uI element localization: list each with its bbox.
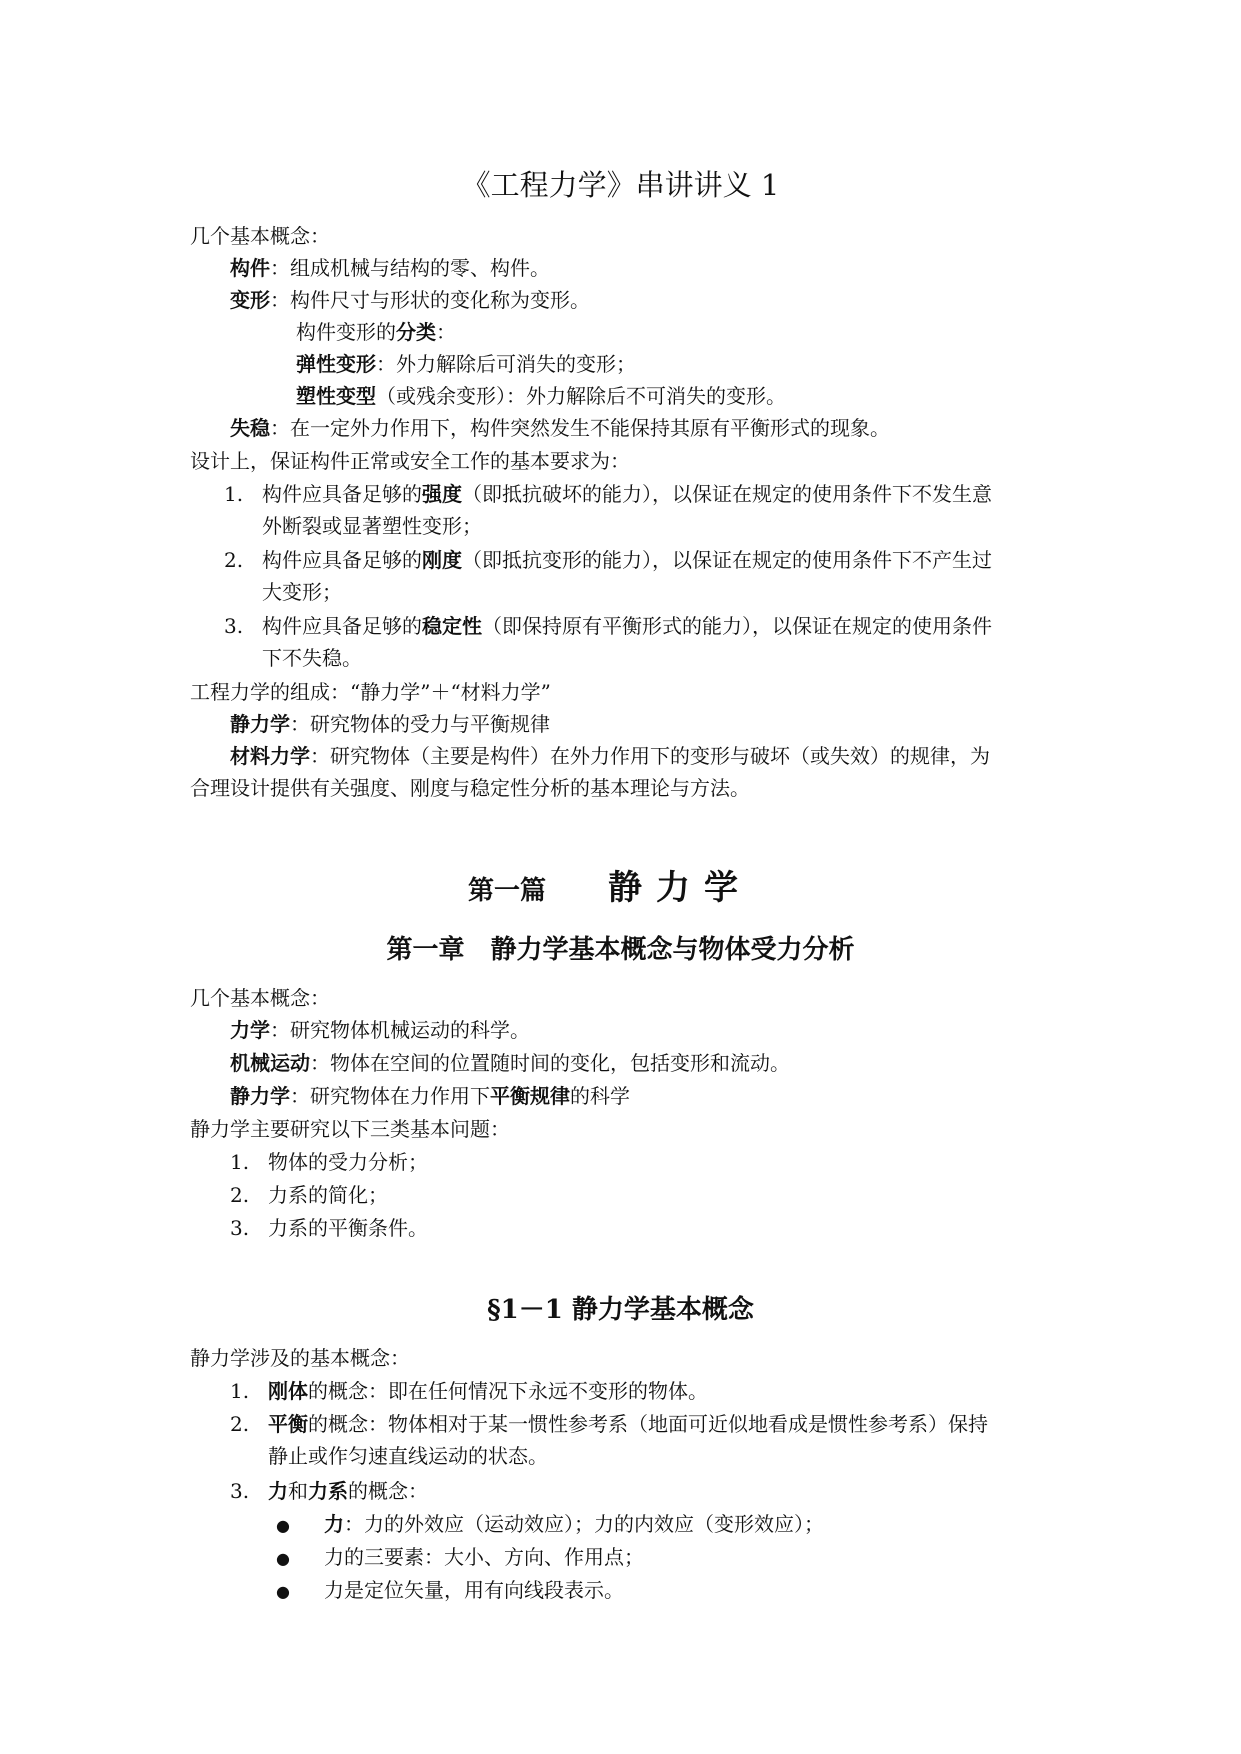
definition: ：研究物体机械运动的科学。 — [270, 1018, 530, 1042]
section-heading: §1－1 静力学基本概念 — [487, 1295, 754, 1325]
bullet-item — [276, 1576, 624, 1606]
item-number: 3. — [224, 614, 244, 638]
term: 力学 — [230, 1018, 270, 1042]
concept-bianxing — [230, 286, 590, 314]
text: ： — [436, 320, 456, 344]
concept-fenlei — [296, 318, 456, 346]
problem-item — [230, 1148, 428, 1176]
item-number: 2. — [224, 548, 244, 572]
design-heading: 设计上，保证构件正常或安全工作的基本要求为： — [190, 449, 630, 473]
term: 静力学 — [230, 1084, 290, 1108]
definition: ：力的外效应（运动效应）；力的内效应（变形效应）； — [344, 1512, 824, 1536]
text: ：研究物体在力作用下 — [290, 1084, 490, 1108]
term: 构件 — [230, 256, 270, 280]
definition: 的概念：即在任何情况下永远不变形的物体。 — [308, 1379, 708, 1403]
item-number: 3. — [230, 1216, 250, 1240]
term: 变形 — [230, 288, 270, 312]
definition: ：在一定外力作用下，构件突然发生不能保持其原有平衡形式的现象。 — [270, 416, 890, 440]
bullet-icon: ● — [276, 1582, 290, 1601]
chapter-intro-heading: 几个基本概念： — [190, 986, 330, 1010]
design-item — [224, 612, 992, 640]
concept-tanxing — [296, 350, 636, 378]
chapter-heading: 第一章 静力学基本概念与物体受力分析 — [386, 935, 855, 965]
part-heading — [468, 860, 752, 909]
term: 材料力学 — [230, 744, 310, 768]
composition-materials-continuation: 合理设计提供有关强度、刚度与稳定性分析的基本理论与方法。 — [190, 776, 750, 800]
definition: 的概念：物体相对于某一惯性参考系（地面可近似地看成是惯性参考系）保持 — [308, 1412, 988, 1436]
bullet-icon: ● — [276, 1516, 290, 1535]
term: 机械运动 — [230, 1051, 310, 1075]
concept-suxing — [296, 382, 786, 410]
text: 的科学 — [570, 1084, 630, 1108]
item-number: 1. — [230, 1150, 250, 1174]
concept-lixue — [230, 1016, 530, 1044]
concept-jixieyundong — [230, 1049, 790, 1077]
item-number: 1. — [230, 1379, 250, 1403]
text: 力系的平衡条件。 — [268, 1216, 428, 1240]
design-item-continuation: 下不失稳。 — [262, 646, 362, 670]
text: 的概念： — [348, 1479, 428, 1503]
intro-heading: 几个基本概念： — [190, 224, 330, 248]
problem-item — [230, 1214, 428, 1242]
definition: ：研究物体的受力与平衡规律 — [290, 712, 550, 736]
term: 力系 — [308, 1479, 348, 1503]
text: （即保持原有平衡形式的能力），以保证在规定的使用条件 — [482, 614, 992, 638]
item-number: 2. — [230, 1412, 250, 1436]
text: 构件应具备足够的 — [262, 614, 422, 638]
concept-equilibrium — [230, 1410, 988, 1438]
definition: ：物体在空间的位置随时间的变化，包括变形和流动。 — [310, 1051, 790, 1075]
term: 弹性变形 — [296, 352, 376, 376]
definition: ：研究物体（主要是构件）在外力作用下的变形与破坏（或失效）的规律，为 — [310, 744, 990, 768]
concept-goujian — [230, 254, 550, 282]
text: （即抵抗变形的能力），以保证在规定的使用条件下不产生过 — [462, 548, 992, 572]
definition: ：构件尺寸与形状的变化称为变形。 — [270, 288, 590, 312]
concept-jinglixue — [230, 1082, 630, 1110]
term: 力 — [268, 1479, 288, 1503]
item-number: 3. — [230, 1479, 250, 1503]
problems-heading: 静力学主要研究以下三类基本问题： — [190, 1117, 510, 1141]
term: 强度 — [422, 482, 462, 506]
text: （即抵抗破坏的能力），以保证在规定的使用条件下不发生意 — [462, 482, 992, 506]
document-title: 《工程力学》串讲讲义 1 — [461, 168, 780, 202]
text: 构件应具备足够的 — [262, 548, 422, 572]
term: 塑性变型 — [296, 384, 376, 408]
text: 和 — [288, 1479, 308, 1503]
bullet-item — [276, 1543, 644, 1573]
problem-item — [230, 1181, 388, 1209]
text: 物体的受力分析； — [268, 1150, 428, 1174]
composition-statics — [230, 710, 550, 738]
term: 刚度 — [422, 548, 462, 572]
term: 平衡规律 — [490, 1084, 570, 1108]
bullet-icon: ● — [276, 1549, 290, 1568]
text: 构件应具备足够的 — [262, 482, 422, 506]
part-label: 第一篇 — [468, 876, 547, 906]
definition: ：外力解除后可消失的变形； — [376, 352, 636, 376]
term: 分类 — [396, 320, 436, 344]
composition-heading: 工程力学的组成：“静力学”＋“材料力学” — [190, 680, 551, 704]
section-heading-text: 静力学涉及的基本概念： — [190, 1346, 410, 1370]
term: 失稳 — [230, 416, 270, 440]
definition: （或残余变形）：外力解除后不可消失的变形。 — [376, 384, 786, 408]
text: 力的三要素：大小、方向、作用点； — [324, 1545, 644, 1569]
term: 力 — [324, 1512, 344, 1536]
concept-equilibrium-continuation: 静止或作匀速直线运动的状态。 — [268, 1444, 548, 1468]
term: 静力学 — [230, 712, 290, 736]
design-item-continuation: 外断裂或显著塑性变形； — [262, 514, 482, 538]
design-item-continuation: 大变形； — [262, 580, 342, 604]
composition-materials — [230, 742, 990, 770]
definition: ：组成机械与结构的零、构件。 — [270, 256, 550, 280]
part-name: 静力学 — [608, 868, 753, 908]
text: 力系的简化； — [268, 1183, 388, 1207]
item-number: 1. — [224, 482, 244, 506]
term: 刚体 — [268, 1379, 308, 1403]
concept-force — [230, 1477, 428, 1505]
term: 稳定性 — [422, 614, 482, 638]
text: 力是定位矢量，用有向线段表示。 — [324, 1578, 624, 1602]
concept-shiwen — [230, 414, 890, 442]
term: 平衡 — [268, 1412, 308, 1436]
design-item — [224, 480, 992, 508]
concept-rigid-body — [230, 1377, 708, 1405]
text: 构件变形的 — [296, 320, 396, 344]
design-item — [224, 546, 992, 574]
item-number: 2. — [230, 1183, 250, 1207]
bullet-item — [276, 1510, 824, 1540]
